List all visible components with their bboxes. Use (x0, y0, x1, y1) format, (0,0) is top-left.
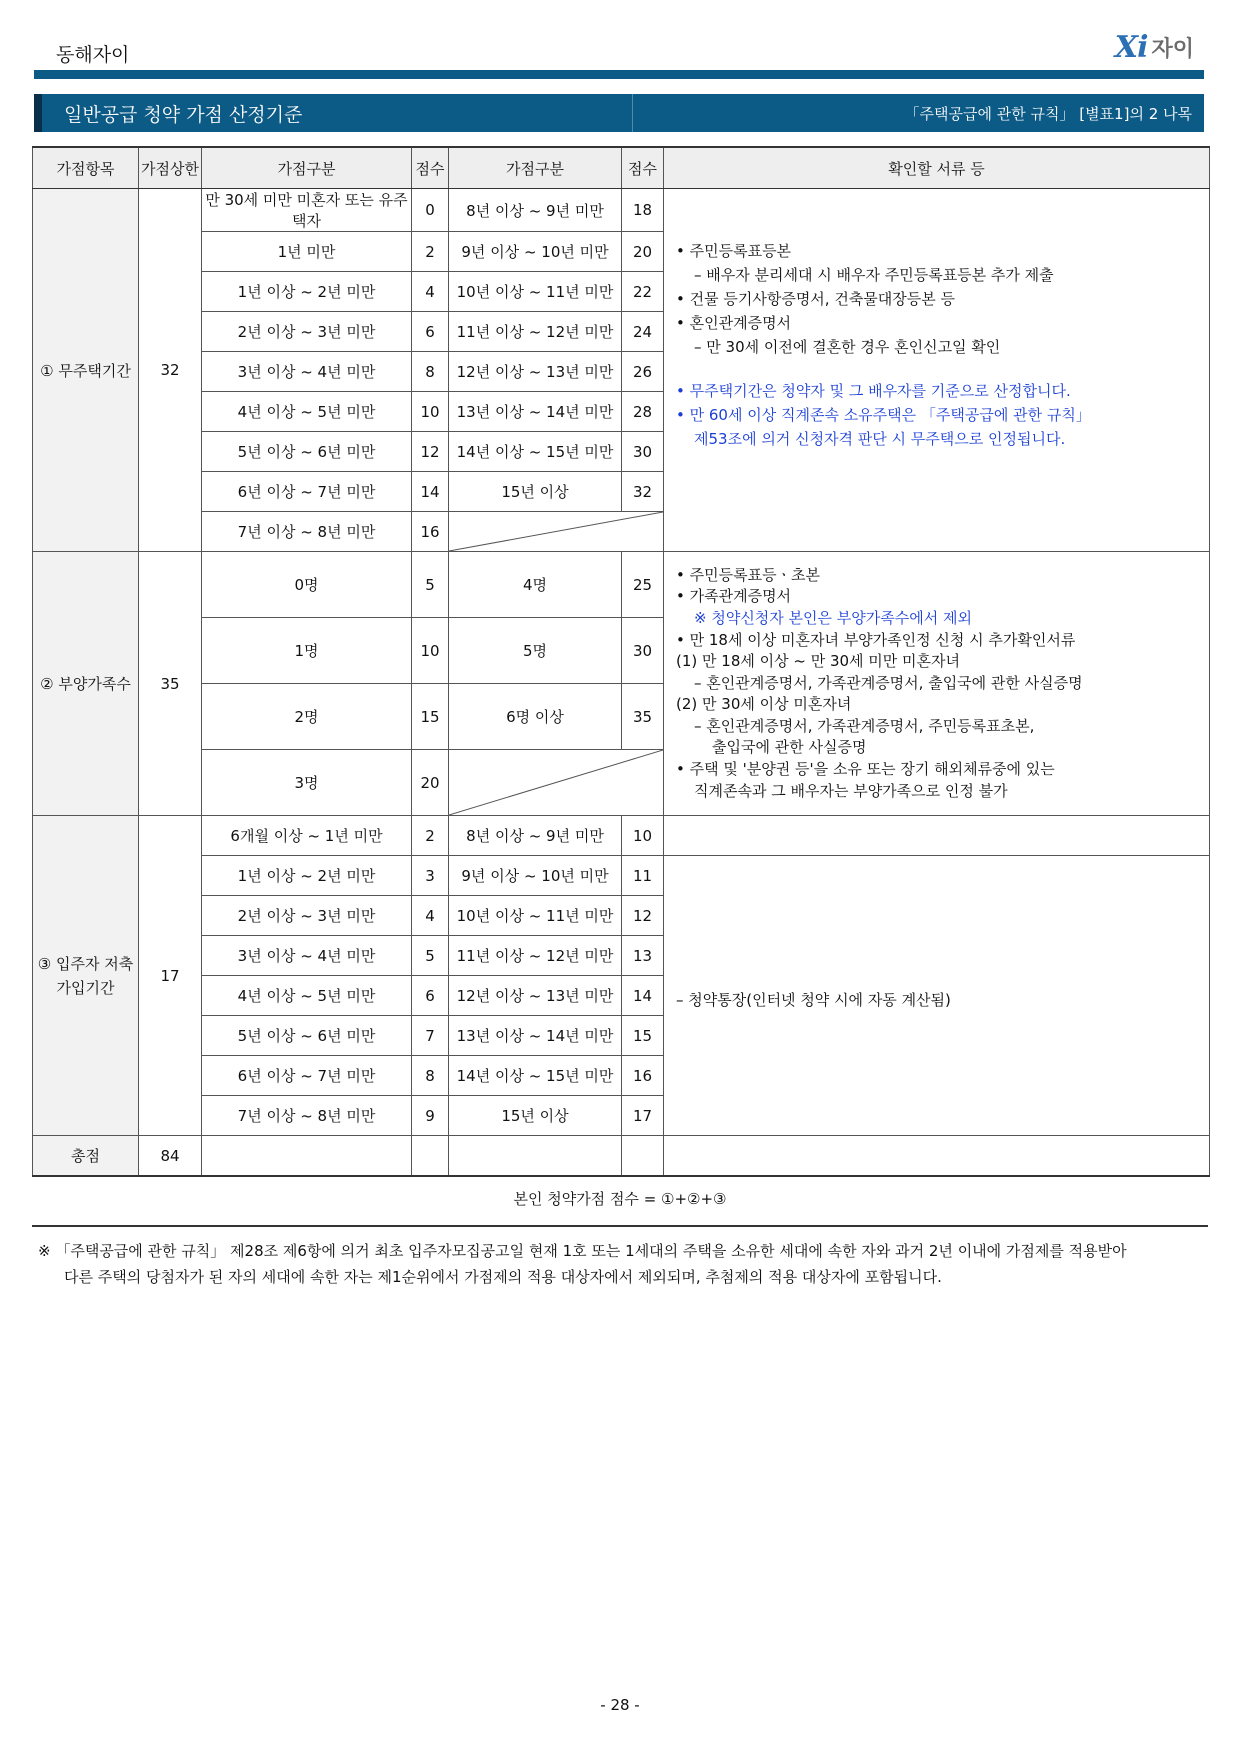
cell: 4 (412, 896, 449, 936)
cell: 13년 이상 ~ 14년 미만 (449, 392, 622, 432)
header-item: 가점항목 (33, 147, 139, 189)
empty-diagonal-cell (449, 750, 664, 816)
header-category-b: 가점구분 (449, 147, 622, 189)
cell: 4명 (449, 552, 622, 618)
cat2-max: 35 (139, 552, 202, 816)
cell: 5년 이상 ~ 6년 미만 (202, 432, 412, 472)
table-row (33, 816, 1210, 856)
doc-line: – 혼인관계증명서, 가족관계증명서, 주민등록표초본, (694, 716, 1035, 735)
cell: 12 (412, 432, 449, 472)
cell: 2 (412, 816, 449, 856)
header-score-b: 점수 (622, 147, 664, 189)
table-header-row (33, 147, 1210, 189)
header-documents: 확인할 서류 등 (664, 147, 1210, 189)
cell: 1명 (202, 618, 412, 684)
cell: 5명 (449, 618, 622, 684)
doc-line: • 만 18세 이상 미혼자녀 부양가족인정 신청 시 추가확인서류 (676, 630, 1076, 649)
cell: 12 (622, 896, 664, 936)
cell: 22 (622, 272, 664, 312)
cell: 5 (412, 552, 449, 618)
cell: 6년 이상 ~ 7년 미만 (202, 472, 412, 512)
xi-logo (1115, 30, 1194, 65)
cell: 만 30세 미만 미혼자 또는 유주택자 (202, 189, 412, 232)
doc-line: • 주민등록표등본 (676, 242, 792, 260)
cell: 12년 이상 ~ 13년 미만 (449, 976, 622, 1016)
cat3-max: 17 (139, 816, 202, 1136)
empty-diagonal-cell (449, 512, 664, 552)
doc-line: • 가족관계증명서 (676, 587, 792, 606)
table-row (33, 552, 1210, 618)
cell: 17 (622, 1096, 664, 1136)
doc-line: 직계존속과 그 배우자는 부양가족으로 인정 불가 (694, 781, 1008, 800)
cell: 4년 이상 ~ 5년 미만 (202, 976, 412, 1016)
cell: 10 (412, 618, 449, 684)
cell: 8년 이상 ~ 9년 미만 (449, 189, 622, 232)
cell: 3 (412, 856, 449, 896)
cell: 14년 이상 ~ 15년 미만 (449, 432, 622, 472)
cell: 7 (412, 1016, 449, 1056)
cell: 5 (412, 936, 449, 976)
cell: 14 (622, 976, 664, 1016)
total-value: 84 (139, 1136, 202, 1177)
cell: 3년 이상 ~ 4년 미만 (202, 936, 412, 976)
cell: 4년 이상 ~ 5년 미만 (202, 392, 412, 432)
cat2-documents (664, 552, 1210, 816)
cell: 15 (412, 684, 449, 750)
score-formula: 본인 청약가점 점수 = ①+②+③ (513, 1190, 727, 1208)
cell: 6명 이상 (449, 684, 622, 750)
cell: 12년 이상 ~ 13년 미만 (449, 352, 622, 392)
doc-line: – 배우자 분리세대 시 배우자 주민등록표등본 추가 제출 (694, 266, 1054, 284)
cell: 15년 이상 (449, 1096, 622, 1136)
note-line: • 무주택기간은 청약자 및 그 배우자를 기준으로 산정합니다. (676, 382, 1071, 400)
cell: 18 (622, 189, 664, 232)
cell: 24 (622, 312, 664, 352)
cell: 20 (622, 232, 664, 272)
cell: 30 (622, 618, 664, 684)
cell: 9년 이상 ~ 10년 미만 (449, 856, 622, 896)
doc-line: • 주민등록표등ㆍ초본 (676, 565, 821, 584)
footnote-line: ※ 「주택공급에 관한 규칙」 제28조 제6항에 의거 최초 입주자모집공고일 현재 1호 또는 1세대의 주택을 소유한 세대에 속한 자와 과거 2년 이내에 가점제를 적용받아 (38, 1242, 1127, 1260)
total-row (33, 1136, 1210, 1177)
doc-line: • 건물 등기사항증명서, 건축물대장등본 등 (676, 290, 956, 308)
cell: 15년 이상 (449, 472, 622, 512)
cell: 0명 (202, 552, 412, 618)
cat1-documents (664, 189, 1210, 552)
cell: 10년 이상 ~ 11년 미만 (449, 896, 622, 936)
empty-cell (664, 816, 1210, 856)
cell: 2년 이상 ~ 3년 미만 (202, 312, 412, 352)
cell: 15 (622, 1016, 664, 1056)
header-max: 가점상한 (139, 147, 202, 189)
header-score-a: 점수 (412, 147, 449, 189)
cell: 1년 이상 ~ 2년 미만 (202, 856, 412, 896)
footnote-rule (32, 1225, 1208, 1227)
cell: 6 (412, 312, 449, 352)
cell: 5년 이상 ~ 6년 미만 (202, 1016, 412, 1056)
document-title: 동해자이 (56, 44, 130, 66)
cat3-name-line: ③ 입주자 저축 (37, 954, 134, 973)
cell: 2 (412, 232, 449, 272)
section-divider (632, 94, 633, 132)
cell: 2명 (202, 684, 412, 750)
doc-line: – 혼인관계증명서, 가족관계증명서, 출입국에 관한 사실증명 (694, 673, 1083, 692)
empty-cell (202, 1136, 412, 1177)
doc-line: (1) 만 18세 이상 ~ 만 30세 미만 미혼자녀 (676, 652, 961, 671)
note-line: ※ 청약신청자 본인은 부양가족수에서 제외 (694, 608, 972, 627)
cell: 25 (622, 552, 664, 618)
cell: 1년 이상 ~ 2년 미만 (202, 272, 412, 312)
doc-line: – 만 30세 이전에 결혼한 경우 혼인신고일 확인 (694, 338, 1001, 356)
header-rule (34, 70, 1204, 79)
cell: 8년 이상 ~ 9년 미만 (449, 816, 622, 856)
cell: 7년 이상 ~ 8년 미만 (202, 1096, 412, 1136)
empty-cell (412, 1136, 449, 1177)
cell: 3명 (202, 750, 412, 816)
cell: 10 (622, 816, 664, 856)
empty-cell (449, 1136, 622, 1177)
cell: 3년 이상 ~ 4년 미만 (202, 352, 412, 392)
cell: 2년 이상 ~ 3년 미만 (202, 896, 412, 936)
cell: 9 (412, 1096, 449, 1136)
doc-line: • 혼인관계증명서 (676, 314, 792, 332)
cell: 0 (412, 189, 449, 232)
cell: 10 (412, 392, 449, 432)
header-category-a: 가점구분 (202, 147, 412, 189)
page-number: - 28 - (600, 1696, 640, 1714)
cell: 14년 이상 ~ 15년 미만 (449, 1056, 622, 1096)
table-row (33, 856, 1210, 896)
section-reference: 「주택공급에 관한 규칙」 [별표1]의 2 나목 (904, 104, 1192, 123)
cell: 11년 이상 ~ 12년 미만 (449, 312, 622, 352)
cell: 32 (622, 472, 664, 512)
cat1-max: 32 (139, 189, 202, 552)
doc-line: (2) 만 30세 이상 미혼자녀 (676, 695, 852, 714)
cell: 6년 이상 ~ 7년 미만 (202, 1056, 412, 1096)
cat3-documents (664, 856, 1210, 1136)
cell: 13년 이상 ~ 14년 미만 (449, 1016, 622, 1056)
table-row (33, 189, 1210, 232)
section-title: 일반공급 청약 가점 산정기준 (64, 103, 303, 126)
empty-cell (622, 1136, 664, 1177)
cell: 26 (622, 352, 664, 392)
cell: 6 (412, 976, 449, 1016)
section-bar (34, 94, 1204, 132)
cell: 7년 이상 ~ 8년 미만 (202, 512, 412, 552)
cell: 10년 이상 ~ 11년 미만 (449, 272, 622, 312)
cell: 1년 미만 (202, 232, 412, 272)
cat2-name: ② 부양가족수 (33, 552, 139, 816)
cell: 13 (622, 936, 664, 976)
cat1-name: ① 무주택기간 (33, 189, 139, 552)
cell: 16 (622, 1056, 664, 1096)
footnote (38, 1238, 1204, 1290)
cell: 11 (622, 856, 664, 896)
cell: 6개월 이상 ~ 1년 미만 (202, 816, 412, 856)
cell: 8 (412, 352, 449, 392)
note-line: • 만 60세 이상 직계존속 소유주택은 「주택공급에 관한 규칙」 (676, 406, 1091, 424)
cell: 9년 이상 ~ 10년 미만 (449, 232, 622, 272)
note-line: 제53조에 의거 신청자격 판단 시 무주택으로 인정됩니다. (694, 430, 1066, 448)
cat3-name-line: 가입기간 (56, 978, 115, 997)
xi-logo-mark: Xi (1114, 30, 1148, 65)
cell: 4 (412, 272, 449, 312)
cell: 28 (622, 392, 664, 432)
cat3-name (33, 816, 139, 1136)
footnote-line: 다른 주택의 당첨자가 된 자의 세대에 속한 자는 제1순위에서 가점제의 적용 대상자에서 제외되며, 추첨제의 적용 대상자에 포함됩니다. (64, 1268, 942, 1286)
cell: 35 (622, 684, 664, 750)
cell: 16 (412, 512, 449, 552)
doc-line: 출입국에 관한 사실증명 (712, 738, 867, 757)
xi-logo-text: 자이 (1151, 37, 1194, 62)
doc-line: • 주택 및 '분양권 등'을 소유 또는 장기 해외체류중에 있는 (676, 760, 1055, 779)
cell: 8 (412, 1056, 449, 1096)
empty-cell (664, 1136, 1210, 1177)
total-label: 총점 (33, 1136, 139, 1177)
cell: 14 (412, 472, 449, 512)
cell: 11년 이상 ~ 12년 미만 (449, 936, 622, 976)
cell: 30 (622, 432, 664, 472)
doc-line: – 청약통장(인터넷 청약 시에 자동 계산됨) (676, 990, 951, 1009)
score-table (32, 146, 1210, 1177)
cell: 20 (412, 750, 449, 816)
